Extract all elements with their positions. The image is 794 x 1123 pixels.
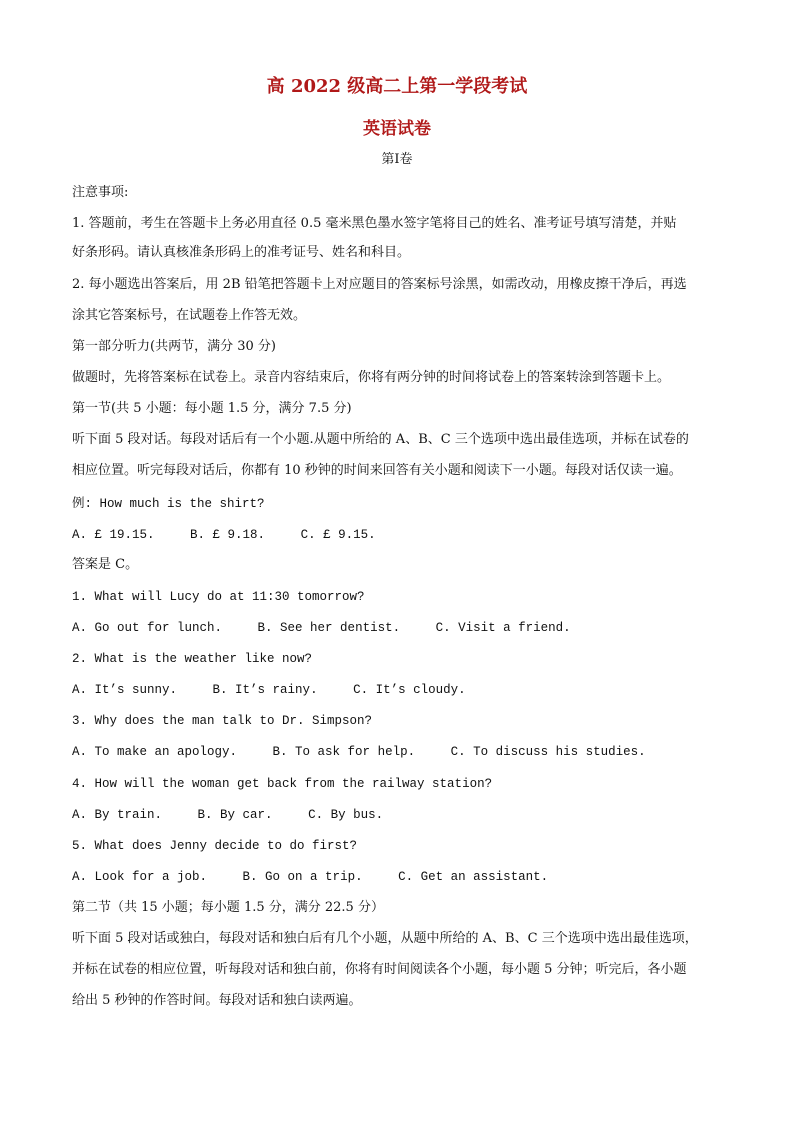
question-2-option-a: A. It’s sunny. — [72, 683, 178, 697]
example-option-a: A. £ 19.15. — [72, 528, 155, 542]
example-option-c: C. £ 9.15. — [300, 528, 376, 542]
question-5-options — [72, 867, 727, 887]
question-3: 3. Why does the man talk to Dr. Simpson? — [72, 714, 373, 728]
question-2-options — [72, 680, 727, 700]
question-1-option-b: B. See her dentist. — [257, 621, 401, 635]
question-4-option-c: C. By bus. — [308, 808, 384, 822]
question-3-options — [72, 742, 727, 762]
section2-instruction-line3: 给出 5 秒钟的作答时间。每段对话和独白读两遍。 — [72, 993, 362, 1008]
question-2-option-c: C. It’s cloudy. — [353, 683, 466, 697]
example-option-b: B. £ 9.18. — [190, 528, 266, 542]
question-1: 1. What will Lucy do at 11:30 tomorrow? — [72, 590, 365, 604]
question-4-option-a: A. By train. — [72, 808, 163, 822]
question-1-option-a: A. Go out for lunch. — [72, 621, 223, 635]
question-2: 2. What is the weather like now? — [72, 652, 313, 666]
section1-instruction-line2: 相应位置。听完每段对话后，你都有 10 秒钟的时间来回答有关小题和阅读下一小题。每段对话仅读一遍。 — [72, 463, 682, 478]
section2-heading: 第二节（共 15 小题；每小题 1.5 分，满分 22.5 分） — [72, 900, 384, 915]
section1-heading: 第一节(共 5 小题：每小题 1.5 分，满分 7.5 分) — [72, 401, 352, 416]
question-2-option-b: B. It’s rainy. — [212, 683, 318, 697]
question-3-option-c: C. To discuss his studies. — [450, 745, 646, 759]
question-4: 4. How will the woman get back from the railway station? — [72, 777, 493, 791]
example-answer: 答案是 C。 — [72, 557, 139, 572]
notes-item2-line2: 涂其它答案标号，在试题卷上作答无效。 — [72, 308, 307, 323]
question-3-option-b: B. To ask for help. — [272, 745, 416, 759]
exam-title: 高 2022 级高二上第一学段考试 — [266, 76, 528, 97]
question-5-option-a: A. Look for a job. — [72, 870, 208, 884]
notes-heading: 注意事项: — [72, 185, 129, 200]
question-3-option-a: A. To make an apology. — [72, 745, 238, 759]
question-1-option-c: C. Visit a friend. — [435, 621, 571, 635]
volume-label: 第Ⅰ卷 — [381, 152, 413, 167]
exam-subtitle: 英语试卷 — [363, 119, 431, 139]
question-5: 5. What does Jenny decide to do first? — [72, 839, 358, 853]
notes-item1-line2: 好条形码。请认真核准条形码上的准考证号、姓名和科目。 — [72, 245, 411, 260]
section2-instruction-line1: 听下面 5 段对话或独白，每段对话和独白后有几个小题，从题中所给的 A、B、C 三个选项中选出最佳选项， — [72, 931, 698, 946]
section2-instruction-line2: 并标在试卷的相应位置，听每段对话和独白前，你将有时间阅读各个小题，每小题 5 分钟；听完后，各小题 — [72, 962, 687, 977]
part1-instruction: 做题时，先将答案标在试卷上。录音内容结束后，你将有两分钟的时间将试卷上的答案转涂到答题卡上。 — [72, 370, 671, 385]
part1-heading: 第一部分听力(共两节，满分 30 分) — [72, 339, 276, 354]
notes-item2-line1: 2. 每小题选出答案后，用 2B 铅笔把答题卡上对应题目的答案标号涂黑，如需改动，用橡皮擦干净后，再选 — [72, 277, 687, 292]
question-5-option-c: C. Get an assistant. — [398, 870, 549, 884]
example-options — [72, 525, 727, 545]
question-4-options — [72, 805, 727, 825]
question-5-option-b: B. Go on a trip. — [242, 870, 363, 884]
notes-item1-line1: 1. 答题前，考生在答题卡上务必用直径 0.5 毫米黑色墨水签字笔将目己的姓名、准考证号填写清楚，并贴 — [72, 216, 677, 231]
question-1-options — [72, 618, 727, 638]
question-4-option-b: B. By car. — [197, 808, 273, 822]
section1-instruction-line1: 听下面 5 段对话。每段对话后有一个小题.从题中所给的 A、B、C 三个选项中选出最佳选项，并标在试卷的 — [72, 432, 689, 447]
example-question: 例: How much is the shirt? — [72, 497, 265, 511]
